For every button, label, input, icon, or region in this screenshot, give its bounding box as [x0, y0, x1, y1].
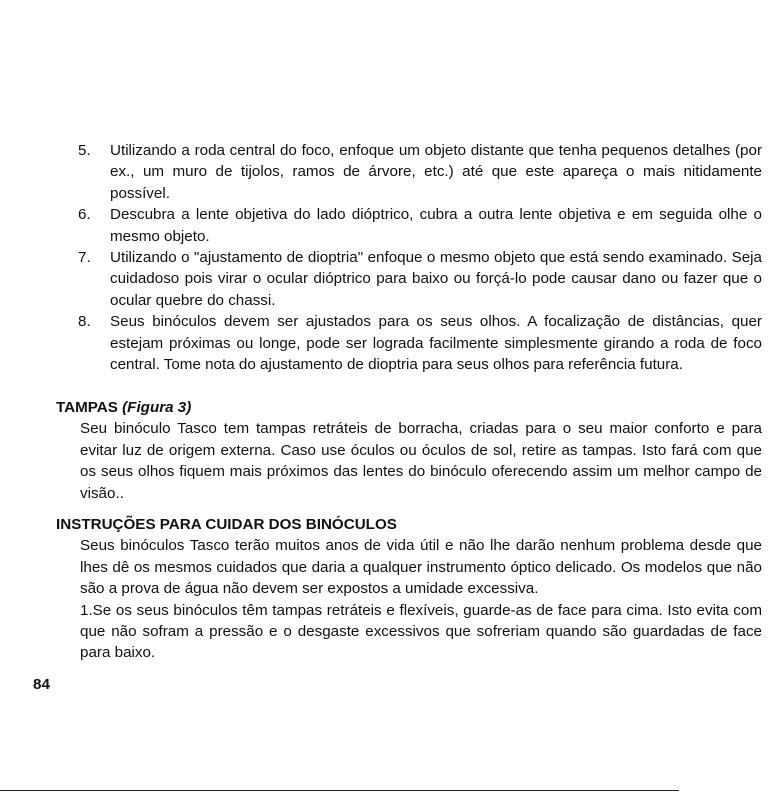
care-instructions-heading: INSTRUÇÕES PARA CUIDAR DOS BINÓCULOS [56, 516, 397, 533]
bottom-divider [0, 790, 679, 791]
list-item [78, 140, 762, 204]
step-text: Descubra a lente objetiva do lado dióptrico, cubra a outra lente objetiva e em seguida olhe o mesmo objeto. [110, 206, 762, 245]
list-item [78, 247, 762, 311]
care-instructions-section [56, 514, 762, 664]
tampas-body [80, 418, 762, 504]
step-text: Utilizando a roda central do foco, enfoque um objeto distante que tenha pequenos detalhes (por ex., um muro de tijolos, ramos de árvore, etc.) até que este apareça o mais nitidamente possível. [110, 142, 762, 202]
step-text: Utilizando o "ajustamento de dioptria" enfoque o mesmo objeto que está sendo examinado. Seja cuidadoso pois virar o ocular dióptrico para baixo ou forçá-lo pode causar dano ou fazer que o ocular quebre do chassi. [110, 249, 762, 309]
page-number: 84 [33, 676, 50, 693]
step-number: 6. [78, 206, 91, 224]
tampas-paragraph: Seu binóculo Tasco tem tampas retráteis de borracha, criadas para o seu maior conforto e para evitar luz de origem externa. Caso use óculos ou óculos de sol, retire as tampas. Isto fará com que os seus olhos fiquem mais próximos das lentes do binóculo oferecendo assim um melhor campo de visão.. [80, 420, 762, 502]
step-number: 7. [78, 249, 91, 267]
tampas-heading [56, 397, 762, 418]
care-paragraph-2: 1.Se os seus binóculos têm tampas retráteis e flexíveis, guarde-as de face para cima. Isto evita com que não sofram a pressão e o desgaste excessivos que sofreriam quando são guardadas de face para baixo. [80, 601, 762, 662]
instruction-steps-list [78, 140, 762, 375]
step-number: 5. [78, 142, 91, 159]
care-paragraph-1: Seus binóculos Tasco terão muitos anos de vida útil e não lhe darão nenhum problema desde que lhes dê os mesmos cuidados que daria a qualquer instrumento óptico delicado. Os modelos que não são a prova de água não devem ser expostos a umidade excessiva. [80, 537, 762, 598]
list-item [78, 311, 762, 375]
tampas-title: TAMPAS [56, 399, 118, 416]
list-item [78, 204, 762, 247]
tampas-section [56, 397, 762, 504]
step-number: 8. [78, 313, 91, 331]
step-text: Seus binóculos devem ser ajustados para os seus olhos. A focalização de distâncias, quer estejam próximas ou longe, pode ser lograda facilmente simplesmente girando a roda de foco central. Tome nota do ajustamento de dioptria para seus olhos para referência futura. [110, 313, 762, 374]
care-instructions-body [80, 535, 762, 663]
figure-reference: (Figura 3) [122, 399, 192, 416]
